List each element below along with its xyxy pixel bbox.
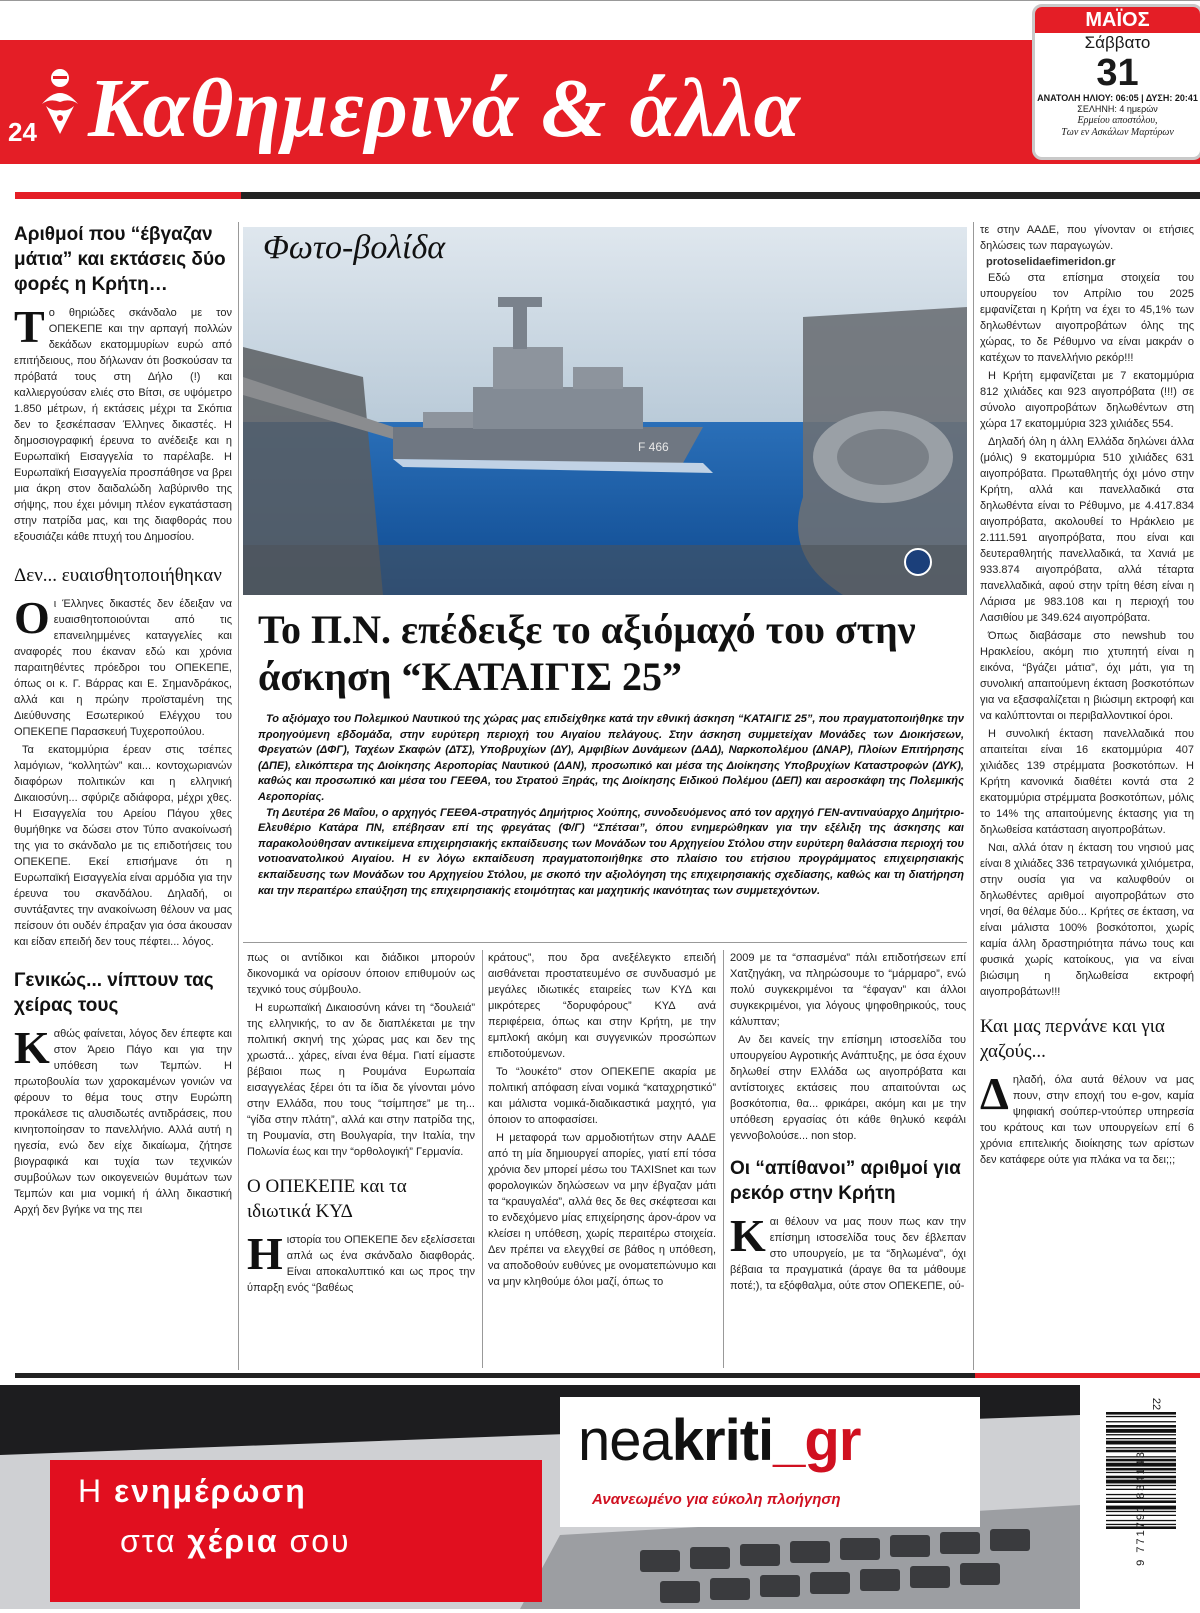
dropcap: Τ xyxy=(14,301,45,352)
barcode-issue-number: 22 xyxy=(1150,1397,1163,1411)
calendar-day-number: 31 xyxy=(1096,52,1139,94)
article-1-paragraph: Το θηριώδες σκάνδαλο με τον ΟΠΕΚΕΠΕ και την αρπαγή πολλών δεκάδων εκατομμυρίων ευρώ από επιτήδειους, που δήλωναν ότι βοσκούσαν τα πρόβατά τους στη Δήλο (!) και καλλιεργούσαν ελιές στο Βίτσι, σε υψόμετρο 1.850 μέτρων, ή εκτάσεις μέχρι τα Σκόπια δεν το ξεσκέπασαν Έλληνες δικαστές. Η δημοσιογραφική έρευνα το ανέδειξε και η Ευρωπαϊκή Εισαγγελία το παρέλαβε. Η Ευρωπαϊκή Εισαγγελία προσπάθησε να βρει μια άκρη στον δαιδαλώδη λαβύρινθο της σήψης, που έχει μόνιμη πλέον εγκατάσταση στην πατρίδα μας, και της διαφθοράς που εξουσιάζει κάθε πτυχή του Δημοσίου. xyxy=(14,301,232,543)
paragraph: Όπως διαβάσαμε στο newshub του Ηρακλείου, ακόμη πιο χτυπητή είναι η εικόνα, “βγάζει μάτια”, όχι μάτι, για τη συνολική απαιτούμενη έκταση βοσκοτόπων για να εξασφαλίζεται η βιώσιμη εκτροφή και να καλύπτονται οι περιβαλλοντικοί όροι. xyxy=(980,630,1194,722)
paragraph: τε στην ΑΑΔΕ, που γίνονταν οι ετήσιες δηλώσεις των παραγωγών. xyxy=(980,224,1194,252)
section-title: Καθημερινά & άλλα xyxy=(88,62,801,155)
feature-lede xyxy=(258,712,964,899)
dropcap: Κ xyxy=(14,1022,50,1073)
article-1-headline: Αριθμοί που “έβγαζαν μάτια” και εκτάσεις δύο φορές η Κρήτη… xyxy=(14,224,226,295)
paragraph: Δηλαδή, όλα αυτά θέλουν να μας πουν, στην εποχή του e-gov, καμία ψηφιακή σούπερ-ντούπερ υπηρεσία του κράτους και των υπουργείων επί 6 χρόνια επιτελικής διοίκησης των αρίστων δεν κατάφερε ούτε για πλάκα να τα δει;;; xyxy=(980,1068,1194,1166)
feature-lede-paragraph-2: Τη Δευτέρα 26 Μαΐου, ο αρχηγός ΓΕΕΘΑ-στρατηγός Δημήτριος Χούπης, συνοδευόμενος από τον αρχηγό ΓΕΝ-αντιναύαρχο Δημήτριο-Ελευθέριο Κατάρα ΠΝ, επέβησαν επί της φρεγάτας (Φ/Γ) “Σπέτσαι”, όπου ενημερώθηκαν για την εξέλιξη της άσκησης και παρακολούθησαν αντικείμενα επιχειρησιακής εκπαίδευσης των Μονάδων του Αρχηγείου Στόλου στην ευρύτερη θαλάσσια περιοχή του νοτιοανατολικού Αιγαίου. Η εν λόγω εκπαίδευση πραγματοποιήθηκε στο πλαίσιο του ετήσιου προγράμματος επιχειρησιακής εκπαίδευσης των Μονάδων του Αρχηγείου Στόλου, με σκοπό την αξιολόγηση της επιχειρησιακής σχεδίασης, καθώς και τη διατήρηση και την περαιτέρω επαύξηση της επιχειρησιακής ετοιμότητας και μαχητικής ικανότητας των συμμετεχόντων. xyxy=(258,806,964,897)
calendar-weekday: Σάββατο xyxy=(1084,33,1151,52)
paragraph: Δηλαδή όλη η άλλη Ελλάδα δηλώνει άλλα (μόλις) 9 εκατομμύρια 510 χιλιάδες 631 αιγοπρόβατα. Πρωταθλητής όχι μόνο στην Κρήτη, αλλά και πανελλαδικά στα δηλωθέντα είναι το Ρέθυμνο, με 4.417.834 αιγοπρόβατα, ακολουθεί το Ηράκλειο με 2.111.591 αιγοπρόβατα, που είναι και δευτεραθλητής πανελλαδικά, τα Χανιά με 933.874 αιγοπρόβατα, αλλά τέταρτα πανελλαδικά, αφού στην τρίτη θέση είναι η Λάρισα με 983.108 και η περιοχή του Λασιθίου με 349.624 αιγοπρόβατα. xyxy=(980,436,1194,624)
photo-label: Φωτο-βολίδα xyxy=(263,229,446,266)
calendar-month: ΜΑΪΟΣ xyxy=(1035,7,1200,33)
paragraph: Η μεταφορά των αρμοδιοτήτων στην ΑΑΔΕ από τη μία δημιουργεί απορίες, γιατί επί τόσα χρόνια δεν μπορεί μέσω του TAXISnet και των φορολογικών δηλώσεων να μην έβγαζαν μάτι τα “κραυγαλέα”, αλλά θες δε θες σκέφτεσαι και το ενδεχόμενο μίας επιχείρησης άρον-άρον να κλείσει η υπόθεση, χωρίς περαιτέρω στοιχεία. Δεν πρέπει να ελεγχθεί σε βάθος η υπόθεση, να αποδοθούν ευθύνες με ονοματεπώνυμο και να μην κληθούμε όλοι μαζί, όπως το xyxy=(488,1132,716,1288)
feature-bottom-rule xyxy=(243,942,967,943)
calendar-saints-line-1: Ερμείου αποστόλου, xyxy=(1077,115,1158,126)
subheadline: Ο ΟΠΕΚΕΠΕ και τα ιδιωτικά ΚΥΔ xyxy=(247,1176,407,1222)
bottom-rule-red xyxy=(975,1373,1200,1378)
advertisement[interactable] xyxy=(0,1385,1080,1609)
hull-number: F 466 xyxy=(638,440,669,454)
calendar-moon: ΣΕΛΗΝΗ: 4 ημερών xyxy=(1077,104,1158,114)
paragraph: Η συνολική έκταση πανελλαδικά που απαιτείται είναι 16 εκατομμύρια 407 χιλιάδες 139 στρέμματα βοσκοτόπων. Η Κρήτη κανονικά διαθέτει κοντά στα 2 εκατομμύρια στρέμματα βοσκοτόπων, μόλις το 14% της απαιτούμενης έκτασης για τη δηλωθείσα κατάσταση αιγοπροβάτων. xyxy=(980,728,1194,836)
article-2-paragraph-2: Τα εκατομμύρια έρεαν στις τσέπες λαμόγιων, “κολλητών” και... κοντοχωριανών διαφόρων πολιτικών και η ελληνική Δικαιοσύνη... σφύριζε αδιάφορα, μέχρι χθες. Η Εισαγγελία του Αρείου Πάγου χθες θυμήθηκε να δώσει στον Τύπο ανακοίνωσή της για το σκάνδαλο με τις επιδοτήσεις του ΟΠΕΚΕΠΕ. Εκεί επισήμανε ότι η Ευρωπαϊκή Εισαγγελία είναι αρμόδια για την έρευνα του σκανδάλου. Δηλαδή, οι συντάξαντες την ανακοίνωση θέλουν να μας πείσουν ότι ουδέν έπραξαν για όσα άκουσαν και είδαν επειδή δεν τους πέφτει... λόγος. xyxy=(14,744,232,948)
dropcap: Δ xyxy=(980,1068,1009,1119)
left-column xyxy=(14,222,232,1367)
bell-tower-logo-icon xyxy=(36,68,82,136)
date-calendar-box xyxy=(1032,4,1200,160)
dropcap: Κ xyxy=(730,1210,766,1261)
feature-lede-paragraph-1: Το αξιόμαχο του Πολεμικού Ναυτικού της χώρας μας επιδείχθηκε κατά την εθνική άσκηση “ΚΑΤΑΙΓΙΣ 25”, που πραγματοποιήθηκε την προηγούμενη εβδομάδα, στην ευρύτερη περιοχή του Αιγαίου πελάγους. Στην άσκηση συμμετείχαν Μονάδες των Διοικήσεων, Φρεγατών (ΔΦΓ), Ταχέων Σκαφών (ΔΤΣ), Υποβρυχίων (ΔΥ), Αμφιβίων Δυνάμεων (ΔΑΔ), Ναρκοπολέμου (ΔΝΑΡ), Πλοίων Επιτήρησης (ΔΠΕ), ελικόπτερα της Διοίκησης Αεροπορίας Ναυτικού (ΔΑΝ), προσωπικό και μέσα της Διοίκησης Υποβρυχίων Καταστροφών (ΔΥΚ), καθώς και προσωπικό και μέσα του ΓΕΕΘΑ, του Στρατού Ξηράς, της Διοίκησης Ειδικού Πολέμου (ΔΕΠ) και αεροσκάφη της Πολεμικής Αεροπορίας. xyxy=(258,713,964,803)
column-divider xyxy=(723,950,724,1368)
lower-column-1 xyxy=(247,950,475,1368)
article-2-paragraph-1: Οι Έλληνες δικαστές δεν έδειξαν να ευαισθητοποιούνται από τις επανειλημμένες καταγγελίες και αναφορές που έκαναν εδώ και χρόνια παραιτηθέντες πρόεδροι του ΟΠΕΚΕΠΕ, όπως οι κ. Γ. Βάρρας και Ε. Σημανδράκος, αλλά και η πρώην προϊσταμένη της Διεύθυνσης Εσωτερικού Ελέγχου του ΟΠΕΚΕΠΕ Παρασκευή Τυχεροπούλου. xyxy=(14,592,232,738)
column-divider xyxy=(238,222,239,1370)
ad-tagline: Ανανεωμένο για εύκολη πλοήγηση xyxy=(592,1491,841,1508)
article-3-paragraph: Καθώς φαίνεται, λόγος δεν έπεφτε και στον Άρειο Πάγο και για την υπόθεση των Τεμπών. Η πρωτοβουλία των χαροκαμένων γονιών να φέρουν το θέμα τους στην Ευρώπη προκάλεσε τις αλυσιδωτές αντιδράσεις, που κινητοποίησαν το πανελλήνιο. Αλλά αυτή η ηγεσία, ενώ δεν είχε δικαίωμα, ζήτησε βιογραφικά και τυχία των τεχνικών συμβούλων των οικογενειών θυμάτων των Τεμπών και μια νομική ή άλλη δικαστική Αρχή δεν βγήκε να της πει xyxy=(14,1022,232,1216)
column-divider xyxy=(973,222,974,1370)
subheadline: Οι “απίθανοι” αριθμοί για ρεκόρ στην Κρήτη xyxy=(730,1158,961,1204)
column-divider xyxy=(482,950,483,1368)
page-number: 24 xyxy=(8,117,37,147)
watermark: protoselidaefimeridon.gr xyxy=(986,256,1116,268)
article-3-headline: Γενικώς... νίπτουν τας χείρας τους xyxy=(14,970,214,1016)
ad-headline-line-2: στα χέρια σου xyxy=(120,1523,351,1559)
top-hairline xyxy=(0,0,1200,1)
paragraph: Και θέλουν να μας πουν πως καν την επίσημη ιστοσελίδα τους δεν έβλεπαν στο υπουργείο, με τα “δηλωμένα”, όχι βέβαια τα πραγματικά (άραγε θα τα μάθουμε ποτέ;), τα εξόφθαλμα, ούτε στον ΟΠΕΚΕΠΕ, ού- xyxy=(730,1210,966,1292)
calendar-saints-line-2: Των εν Ασκάλων Μαρτύρων xyxy=(1061,127,1174,138)
barcode xyxy=(1088,1392,1192,1604)
paragraph: Το “λουκέτο” στον ΟΠΕΚΕΠΕ ακαρία με πολιτική απόφαση είναι νομικά “καταχρηστικό” και μάλιστα νομικά-διαδικαστικά μαχητό, για όποιον το αποφασίσει. xyxy=(488,1066,716,1126)
warship-illustration xyxy=(243,227,967,595)
lower-column-2 xyxy=(488,950,716,1368)
paragraph: Αν δει κανείς την επίσημη ιστοσελίδα του υπουργείου Αγροτικής Ανάπτυξης, με όσα έχουν δηλωθεί στην Ελλάδα ως αιγοπρόβατα και αντίστοιχες εκτάσεις που απαιτούνται ως βοσκότοπια, θα... φρικάρει, ακόμη και με την υπόθεση εργασίας ότι κάθε θηλυκό κεφάλι γεννοβολούσε... non stop. xyxy=(730,1034,966,1142)
ad-brand-logo[interactable]: neakriti_gr xyxy=(578,1408,861,1473)
paragraph: πως οι αντίδικοι και διάδικοι μπορούν δικονομικά να ορίσουν όποιον επιθυμούν ως τεχνικό τους σύμβουλο. xyxy=(247,952,475,996)
paragraph: Ηιστορία του ΟΠΕΚΕΠΕ δεν εξελίσσεται απλά ως ένα σκάνδαλο διαφθοράς. Είναι αποκαλυπτικό και ως προς την ύπαρξη ενός “βαθέως xyxy=(247,1228,475,1294)
paragraph: 2009 με τα “σπασμένα” πάλι επιδοτήσεων επί Χατζηγάκη, να πληρώσουμε το “μάρμαρο”, ενώ πολύ συγκεκριμένοι τα “έφαγαν” και άλλοι συγκεκριμένοι, για λόγους ψηφοθηρικούς, τους κάλυπταν; xyxy=(730,952,966,1028)
right-column xyxy=(980,222,1194,1370)
article-2-headline: Δεν... ευαισθητοποιήθηκαν xyxy=(14,565,222,586)
feature-headline: Το Π.Ν. επέδειξε το αξιόμαχό του στην άσκηση “ΚΑΤΑΙΓΙΣ 25” xyxy=(258,607,916,699)
subheadline: Και μας περνάνε και για χαζούς... xyxy=(980,1016,1165,1062)
dropcap: Ο xyxy=(14,592,50,643)
paragraph: Η Κρήτη εμφανίζεται με 7 εκατομμύρια 812 χιλιάδες και 923 αιγοπρόβατα (!!!) σε σύνολο αιγοπροβάτων δηλωθέντων στη χώρα 17 εκατομμύρια 323 χιλιάδες 554. xyxy=(980,370,1194,430)
navy-emblem-icon xyxy=(905,549,931,575)
lower-column-3 xyxy=(730,950,966,1368)
paragraph: Ναι, αλλά όταν η έκταση του νησιού μας είναι 8 χιλιάδες 336 τετραγωνικά χιλιόμετρα, στην ουσία για να καλυφθούν οι δηλωθέντες αριθμοί αιγοπροβάτων στο νησί, θα θέλαμε δύο... Κρήτες σε έκταση, να είναι μάλιστα 100% βοσκότοποι, χωρίς καμία άλλη δραστηριότητα πάνω τους και φυσικά χωρίς κατοίκους, για να είναι βιώσιμη η δηλωθείσα εκτροφή αιγοπροβάτων!!! xyxy=(980,842,1194,998)
bottom-rule-dark xyxy=(15,1373,975,1378)
ad-headline-line-1: Η ενημέρωση xyxy=(78,1473,307,1509)
top-rule-dark xyxy=(241,192,1200,199)
paragraph: Η ευρωπαϊκή Δικαιοσύνη κάνει τη “δουλειά” της ελληνικής, το αν δε διαπλέκεται με την πολιτική σκηνή της χώρας μας και δεν της χρωστά... χάρες, είναι ένα θέμα. Γιατί είμαστε βέβαιοι πως η Ρουμάνα Ευρωπαία εισαγγελέας ξέρει ότι τα ίδια δε γίνονται μόνο στην Ελλάδα, που τους “τσίμπησε” με τη... “γίδα στην πλάτη”, αλλά και στην πατρίδα της, τη Ρουμανία, στη Βουλγαρία, την Ιταλία, την Πολωνία έως και την “ορθολογική” Γερμανία. xyxy=(247,1002,475,1158)
top-rule-red xyxy=(15,192,241,199)
paragraph: κράτους”, που δρα ανεξέλεγκτο επειδή αισθάνεται προστατευμένο σε συνδυασμό με μεγάλες ιδιωτικές εταιρείες των ΚΥΔ και μικρότερες “δορυφόρους” ΚΥΔ ανά περιφέρεια, όπως και στην Κρήτη, με την εμπλοκή ακόμη και συγγενικών προσώπων επιδοτούμενων. xyxy=(488,952,716,1060)
dropcap: Η xyxy=(247,1228,283,1279)
barcode-digits: 9 771791 834143 xyxy=(1135,1450,1147,1566)
calendar-sun-times: ΑΝΑΤΟΛΗ ΗΛΙΟΥ: 06:05 | ΔΥΣΗ: 20:41 xyxy=(1037,93,1198,103)
paragraph: Εδώ στα επίσημα στοιχεία του υπουργείου τον Απρίλιο του 2025 εμφανίζεται η Κρήτη να έχει το 45,1% των δηλωθέντων αιγοπροβάτων όλης της χώρας, το δε Ρέθυμνο να είναι μακράν ο κατέχων το πανελλήνιο ρεκόρ!!! xyxy=(980,272,1194,364)
warship-photo xyxy=(243,227,967,595)
